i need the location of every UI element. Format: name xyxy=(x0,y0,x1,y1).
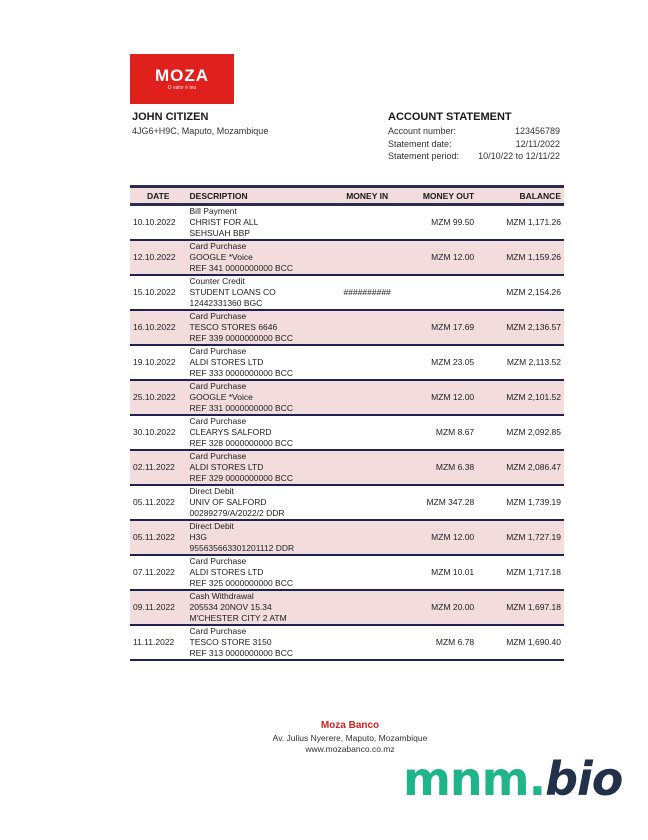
description-line: Card Purchase xyxy=(189,451,247,461)
description-line: Bill Payment xyxy=(189,206,237,216)
description-line: Direct Debit xyxy=(189,486,234,496)
cell-money-out: MZM 23.05 xyxy=(431,357,475,367)
description-line: Counter Credit xyxy=(189,276,245,286)
description-line: REF 328 0000000000 BCC xyxy=(189,438,294,448)
cell-balance: MZM 1,697.18 xyxy=(506,602,561,612)
cell-balance: MZM 2,113.52 xyxy=(506,357,561,367)
cell-description xyxy=(187,450,334,485)
description-line: UNIV OF SALFORD xyxy=(189,497,267,507)
header-balance: BALANCE xyxy=(519,190,561,201)
cell-money-out: MZM 8.67 xyxy=(435,427,475,437)
cell-money-out: MZM 12.00 xyxy=(431,252,475,262)
watermark-part2: bio xyxy=(545,752,623,806)
cell-balance: MZM 1,739.19 xyxy=(506,497,561,507)
cell-money-in xyxy=(334,345,401,380)
cell-money-out xyxy=(400,275,477,310)
table-row xyxy=(130,345,564,380)
bank-logo xyxy=(130,54,234,104)
customer-address: 4JG6+H9C, Maputo, Mozambique xyxy=(132,126,269,136)
description-line: Card Purchase xyxy=(189,556,247,566)
description-line: H3G xyxy=(189,532,207,542)
footer-bank-name: Moza Banco xyxy=(320,720,380,731)
cell-date: 30.10.2022 xyxy=(133,427,176,437)
description-line: Direct Debit xyxy=(189,521,234,531)
transactions-table xyxy=(130,185,564,661)
cell-balance: MZM 1,690.40 xyxy=(506,637,561,647)
description-line: TESCO STORES 6646 xyxy=(189,322,278,332)
cell-description xyxy=(187,275,334,310)
field-label: Statement period: xyxy=(388,151,460,161)
cell-description xyxy=(187,520,334,555)
footer-address: Av. Julius Nyerere, Maputo, Mozambique xyxy=(272,733,428,743)
table-row xyxy=(130,205,564,241)
cell-balance: MZM 1,717.18 xyxy=(506,567,561,577)
cell-money-in xyxy=(334,555,401,590)
table-row xyxy=(130,380,564,415)
description-line: Cash Withdrawal xyxy=(189,591,254,601)
cell-money-in xyxy=(334,485,401,520)
cell-money-in xyxy=(334,205,401,241)
description-line: 205534 20NOV 15.34 xyxy=(189,602,272,612)
cell-description xyxy=(187,380,334,415)
cell-date: 10.10.2022 xyxy=(133,217,176,227)
cell-description xyxy=(187,310,334,345)
description-line: Card Purchase xyxy=(189,381,247,391)
cell-balance: MZM 2,101.52 xyxy=(506,392,561,402)
watermark-part1: mnm. xyxy=(403,752,546,806)
cell-date: 05.11.2022 xyxy=(133,532,175,542)
cell-balance: MZM 1,727.19 xyxy=(506,532,561,542)
cell-money-in xyxy=(334,310,401,345)
table-row xyxy=(130,240,564,275)
cell-description xyxy=(187,590,334,625)
description-line: ALDI STORES LTD xyxy=(189,567,264,577)
description-line: REF 329 0000000000 BCC xyxy=(189,473,294,483)
cell-date: 12.10.2022 xyxy=(133,252,176,262)
header-description: DESCRIPTION xyxy=(189,190,248,201)
table-row xyxy=(130,520,564,555)
description-line: Card Purchase xyxy=(189,626,247,636)
cell-money-out: MZM 12.00 xyxy=(431,392,475,402)
footer-website[interactable]: www.mozabanco.co.mz xyxy=(305,744,395,754)
logo-tagline: O valor é teu xyxy=(167,85,197,91)
header-money-out: MONEY OUT xyxy=(422,190,475,201)
description-line: Card Purchase xyxy=(189,311,247,321)
cell-money-out: MZM 10.01 xyxy=(431,567,475,577)
cell-description xyxy=(187,205,334,241)
logo-wordmark: MOZA xyxy=(154,66,210,85)
cell-money-in xyxy=(334,625,401,660)
cell-money-out: MZM 99.50 xyxy=(431,217,475,227)
cell-description xyxy=(187,345,334,380)
description-line: 12442331360 BGC xyxy=(189,298,263,308)
description-line: 00289279/A/2022/2 DDR xyxy=(189,508,285,518)
cell-balance: MZM 2,136.57 xyxy=(506,322,561,332)
field-value: 12/11/2022 xyxy=(515,138,560,149)
table-row xyxy=(130,590,564,625)
cell-balance: MZM 1,171.26 xyxy=(506,217,561,227)
table-row xyxy=(130,625,564,660)
statement-field xyxy=(388,150,560,163)
cell-date: 09.11.2022 xyxy=(133,602,175,612)
cell-money-out: MZM 347.28 xyxy=(426,497,475,507)
description-line: Card Purchase xyxy=(189,241,247,251)
cell-date: 07.11.2022 xyxy=(133,567,175,577)
customer-name: JOHN CITIZEN xyxy=(132,111,209,123)
description-line: REF 339 0000000000 BCC xyxy=(189,333,294,343)
description-line: REF 341 0000000000 BCC xyxy=(189,263,294,273)
cell-date: 11.11.2022 xyxy=(133,637,175,647)
description-line: STUDENT LOANS CO xyxy=(189,287,276,297)
cell-balance: MZM 2,092.85 xyxy=(506,427,561,437)
description-line: ALDI STORES LTD xyxy=(189,462,264,472)
cell-date: 25.10.2022 xyxy=(133,392,176,402)
cell-description xyxy=(187,415,334,450)
description-line: REF 331 0000000000 BCC xyxy=(189,403,294,413)
description-line: GOOGLE *Voice xyxy=(189,252,253,262)
table-row xyxy=(130,555,564,590)
cell-balance: MZM 2,154.26 xyxy=(506,287,561,297)
table-row xyxy=(130,275,564,310)
table-row xyxy=(130,485,564,520)
cell-date: 16.10.2022 xyxy=(133,322,176,332)
field-label: Account number: xyxy=(388,126,457,136)
description-line: REF 313 0000000000 BCC xyxy=(189,648,294,658)
cell-date: 02.11.2022 xyxy=(133,462,175,472)
description-line: Card Purchase xyxy=(189,346,247,356)
cell-balance: MZM 1,159.26 xyxy=(506,252,561,262)
statement-info xyxy=(388,125,560,163)
description-line: 955635663301201112 DDR xyxy=(189,543,295,553)
description-line: TESCO STORE 3150 xyxy=(189,637,272,647)
header-money-in: MONEY IN xyxy=(346,190,389,201)
field-value: 10/10/22 to 12/11/22 xyxy=(478,151,560,161)
table-body xyxy=(130,205,564,661)
cell-money-in xyxy=(334,450,401,485)
cell-money-in xyxy=(334,520,401,555)
table-row xyxy=(130,415,564,450)
description-line: REF 325 0000000000 BCC xyxy=(189,578,294,588)
cell-money-in xyxy=(334,415,401,450)
table-row xyxy=(130,450,564,485)
cell-date: 15.10.2022 xyxy=(133,287,176,297)
field-label: Statement date: xyxy=(388,138,452,149)
statement-title: ACCOUNT STATEMENT xyxy=(388,111,512,123)
description-line: GOOGLE *Voice xyxy=(189,392,253,402)
statement-field xyxy=(388,138,560,151)
description-line: CHRIST FOR ALL xyxy=(189,217,259,227)
field-value: 123456789 xyxy=(514,126,560,136)
cell-money-in: ########## xyxy=(343,287,391,297)
description-line: ALDI STORES LTD xyxy=(189,357,264,367)
header-date: DATE xyxy=(147,190,170,201)
description-line: REF 333 0000000000 BCC xyxy=(189,368,294,378)
description-line: CLEARYS SALFORD xyxy=(189,427,272,437)
cell-money-out: MZM 12.00 xyxy=(431,532,475,542)
cell-balance: MZM 2,086.47 xyxy=(506,462,561,472)
cell-money-out: MZM 6.38 xyxy=(435,462,475,472)
cell-date: 19.10.2022 xyxy=(133,357,176,367)
cell-money-in xyxy=(334,380,401,415)
cell-description xyxy=(187,485,334,520)
cell-description xyxy=(187,625,334,660)
cell-money-out: MZM 6.78 xyxy=(435,637,475,647)
cell-money-in xyxy=(334,240,401,275)
description-line: SEHSUAH BBP xyxy=(189,228,250,238)
cell-description xyxy=(187,555,334,590)
cell-money-out: MZM 17.69 xyxy=(431,322,475,332)
cell-money-in xyxy=(334,590,401,625)
cell-money-out: MZM 20.00 xyxy=(431,602,475,612)
table-header-row xyxy=(130,187,564,205)
statement-field xyxy=(388,125,560,138)
description-line: Card Purchase xyxy=(189,416,247,426)
description-line: M'CHESTER CITY 2 ATM xyxy=(189,613,287,623)
cell-date: 05.11.2022 xyxy=(133,497,175,507)
table-row xyxy=(130,310,564,345)
cell-description xyxy=(187,240,334,275)
watermark xyxy=(403,752,622,806)
